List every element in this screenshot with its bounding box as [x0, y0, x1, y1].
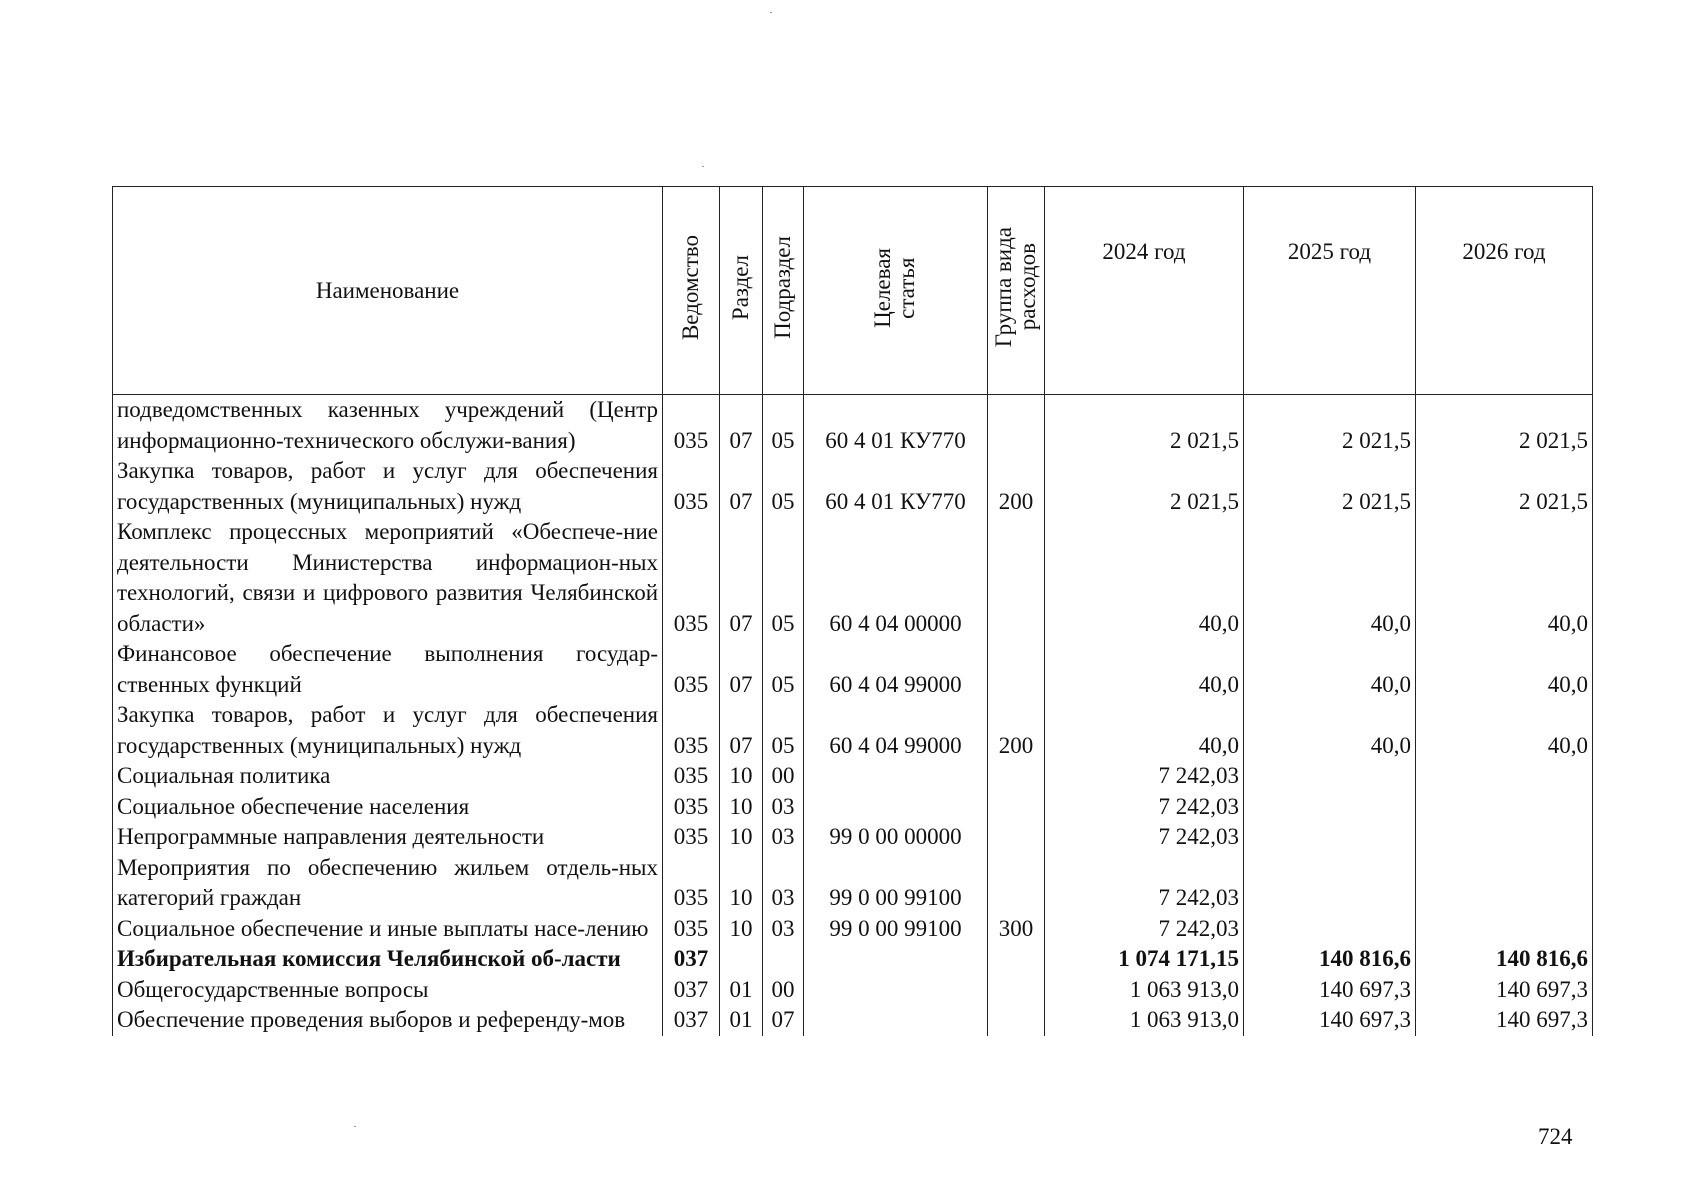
row-2025 [1244, 853, 1416, 914]
row-2026: 40,0 [1416, 517, 1593, 639]
row-2026: 140 816,6 [1416, 944, 1593, 975]
row-razdel: 07 [720, 456, 763, 517]
row-2025: 140 697,3 [1244, 1005, 1416, 1036]
row-ved: 035 [663, 822, 720, 853]
row-celevaya [804, 1005, 988, 1036]
row-ved: 037 [663, 1005, 720, 1036]
row-razdel: 10 [720, 914, 763, 945]
table-row [113, 761, 1593, 792]
header-2024: 2024 год [1045, 187, 1244, 395]
row-2025: 140 816,6 [1244, 944, 1416, 975]
row-2024: 1 063 913,0 [1045, 975, 1244, 1006]
row-ved: 035 [663, 792, 720, 823]
row-ved: 035 [663, 761, 720, 792]
row-celevaya [804, 761, 988, 792]
row-ved: 035 [663, 639, 720, 700]
row-podrazdel: 05 [763, 517, 804, 639]
row-gruppa [988, 853, 1045, 914]
row-2025: 40,0 [1244, 517, 1416, 639]
row-2026: 2 021,5 [1416, 395, 1593, 457]
row-podrazdel: 00 [763, 761, 804, 792]
header-2026: 2026 год [1416, 187, 1593, 395]
row-2024: 7 242,03 [1045, 822, 1244, 853]
row-2026: 40,0 [1416, 639, 1593, 700]
table-header-row [113, 187, 1593, 395]
table-row [113, 792, 1593, 823]
row-2024: 7 242,03 [1045, 761, 1244, 792]
row-podrazdel: 05 [763, 456, 804, 517]
row-2026 [1416, 822, 1593, 853]
row-2025 [1244, 822, 1416, 853]
row-2024: 7 242,03 [1045, 853, 1244, 914]
row-ved: 035 [663, 456, 720, 517]
row-ved: 037 [663, 944, 720, 975]
row-name: Избирательная комиссия Челябинской об-ласти [113, 944, 663, 975]
table-row [113, 639, 1593, 700]
row-ved: 035 [663, 700, 720, 761]
table-row [113, 853, 1593, 914]
row-name: подведомственных казенных учреждений (Центр информационно-технического обслужи-вания) [113, 395, 663, 457]
row-2024: 7 242,03 [1045, 914, 1244, 945]
row-celevaya [804, 975, 988, 1006]
header-podrazdel: Подраздел [763, 187, 804, 395]
row-name: Общегосударственные вопросы [113, 975, 663, 1006]
row-gruppa: 200 [988, 700, 1045, 761]
row-celevaya: 60 4 04 00000 [804, 517, 988, 639]
scan-speck [354, 1126, 356, 1127]
row-celevaya: 99 0 00 00000 [804, 822, 988, 853]
row-celevaya: 99 0 00 99100 [804, 914, 988, 945]
row-2025 [1244, 761, 1416, 792]
row-celevaya: 99 0 00 99100 [804, 853, 988, 914]
row-name: Комплекс процессных мероприятий «Обеспече-ние деятельности Министерства информацион-ных технологий, связи и цифрового развития Челябинской области» [113, 517, 663, 639]
row-razdel: 10 [720, 792, 763, 823]
row-gruppa [988, 822, 1045, 853]
row-razdel: 10 [720, 822, 763, 853]
row-razdel: 01 [720, 1005, 763, 1036]
header-ved: Ведомство [663, 187, 720, 395]
row-celevaya: 60 4 04 99000 [804, 700, 988, 761]
row-podrazdel: 00 [763, 975, 804, 1006]
header-2025: 2025 год [1244, 187, 1416, 395]
row-gruppa [988, 517, 1045, 639]
row-podrazdel: 07 [763, 1005, 804, 1036]
row-2025: 2 021,5 [1244, 395, 1416, 457]
row-2024: 7 242,03 [1045, 792, 1244, 823]
row-podrazdel: 03 [763, 914, 804, 945]
row-2026: 140 697,3 [1416, 975, 1593, 1006]
row-name: Социальное обеспечение населения [113, 792, 663, 823]
row-2025: 40,0 [1244, 700, 1416, 761]
scan-speck [702, 166, 704, 167]
row-2025: 40,0 [1244, 639, 1416, 700]
row-gruppa [988, 792, 1045, 823]
row-2026 [1416, 853, 1593, 914]
header-celevaya: Целевая статья [804, 187, 988, 395]
row-ved: 037 [663, 975, 720, 1006]
row-celevaya [804, 792, 988, 823]
table-row [113, 975, 1593, 1006]
row-2024: 2 021,5 [1045, 395, 1244, 457]
row-2024: 40,0 [1045, 700, 1244, 761]
row-2026 [1416, 914, 1593, 945]
row-2026 [1416, 792, 1593, 823]
row-name: Закупка товаров, работ и услуг для обеспечения государственных (муниципальных) нужд [113, 700, 663, 761]
row-podrazdel: 05 [763, 639, 804, 700]
row-name: Социальная политика [113, 761, 663, 792]
row-razdel: 10 [720, 761, 763, 792]
row-podrazdel: 05 [763, 395, 804, 457]
row-2024: 2 021,5 [1045, 456, 1244, 517]
table-row [113, 822, 1593, 853]
row-2024: 1 063 913,0 [1045, 1005, 1244, 1036]
row-ved: 035 [663, 914, 720, 945]
header-razdel: Раздел [720, 187, 763, 395]
row-celevaya [804, 944, 988, 975]
row-ved: 035 [663, 517, 720, 639]
row-name: Мероприятия по обеспечению жильем отдель-ных категорий граждан [113, 853, 663, 914]
table-row-bold [113, 944, 1593, 975]
row-gruppa [988, 761, 1045, 792]
table-row [113, 1005, 1593, 1036]
row-name: Непрограммные направления деятельности [113, 822, 663, 853]
row-gruppa [988, 639, 1045, 700]
row-name: Социальное обеспечение и иные выплаты насе-лению [113, 914, 663, 945]
row-podrazdel [763, 944, 804, 975]
row-razdel: 07 [720, 517, 763, 639]
row-razdel: 01 [720, 975, 763, 1006]
row-2024: 40,0 [1045, 639, 1244, 700]
table-row [113, 456, 1593, 517]
table-row [113, 914, 1593, 945]
row-podrazdel: 03 [763, 853, 804, 914]
row-name: Закупка товаров, работ и услуг для обеспечения государственных (муниципальных) нужд [113, 456, 663, 517]
scan-speck [770, 12, 772, 13]
row-gruppa: 200 [988, 456, 1045, 517]
row-2024: 1 074 171,15 [1045, 944, 1244, 975]
row-celevaya: 60 4 01 КУ770 [804, 395, 988, 457]
row-razdel [720, 944, 763, 975]
header-gruppa: Группа вида расходов [988, 187, 1045, 395]
row-razdel: 07 [720, 639, 763, 700]
row-podrazdel: 03 [763, 792, 804, 823]
row-celevaya: 60 4 04 99000 [804, 639, 988, 700]
row-name: Обеспечение проведения выборов и референду-мов [113, 1005, 663, 1036]
row-celevaya: 60 4 01 КУ770 [804, 456, 988, 517]
row-2024: 40,0 [1045, 517, 1244, 639]
table-row [113, 395, 1593, 457]
row-ved: 035 [663, 853, 720, 914]
page-number: 724 [1538, 1124, 1573, 1149]
row-gruppa [988, 395, 1045, 457]
row-podrazdel: 05 [763, 700, 804, 761]
budget-table [112, 186, 1593, 1036]
row-2026: 140 697,3 [1416, 1005, 1593, 1036]
row-2025: 2 021,5 [1244, 456, 1416, 517]
row-gruppa [988, 975, 1045, 1006]
row-gruppa: 300 [988, 914, 1045, 945]
table-row [113, 700, 1593, 761]
row-gruppa [988, 944, 1045, 975]
row-2025 [1244, 914, 1416, 945]
row-2025: 140 697,3 [1244, 975, 1416, 1006]
row-razdel: 10 [720, 853, 763, 914]
row-podrazdel: 03 [763, 822, 804, 853]
row-razdel: 07 [720, 700, 763, 761]
header-name: Наименование [113, 187, 663, 395]
row-ved: 035 [663, 395, 720, 457]
row-gruppa [988, 1005, 1045, 1036]
table-row [113, 517, 1593, 639]
row-razdel: 07 [720, 395, 763, 457]
row-name: Финансовое обеспечение выполнения государ-ственных функций [113, 639, 663, 700]
row-2026 [1416, 761, 1593, 792]
row-2026: 2 021,5 [1416, 456, 1593, 517]
row-2026: 40,0 [1416, 700, 1593, 761]
row-2025 [1244, 792, 1416, 823]
